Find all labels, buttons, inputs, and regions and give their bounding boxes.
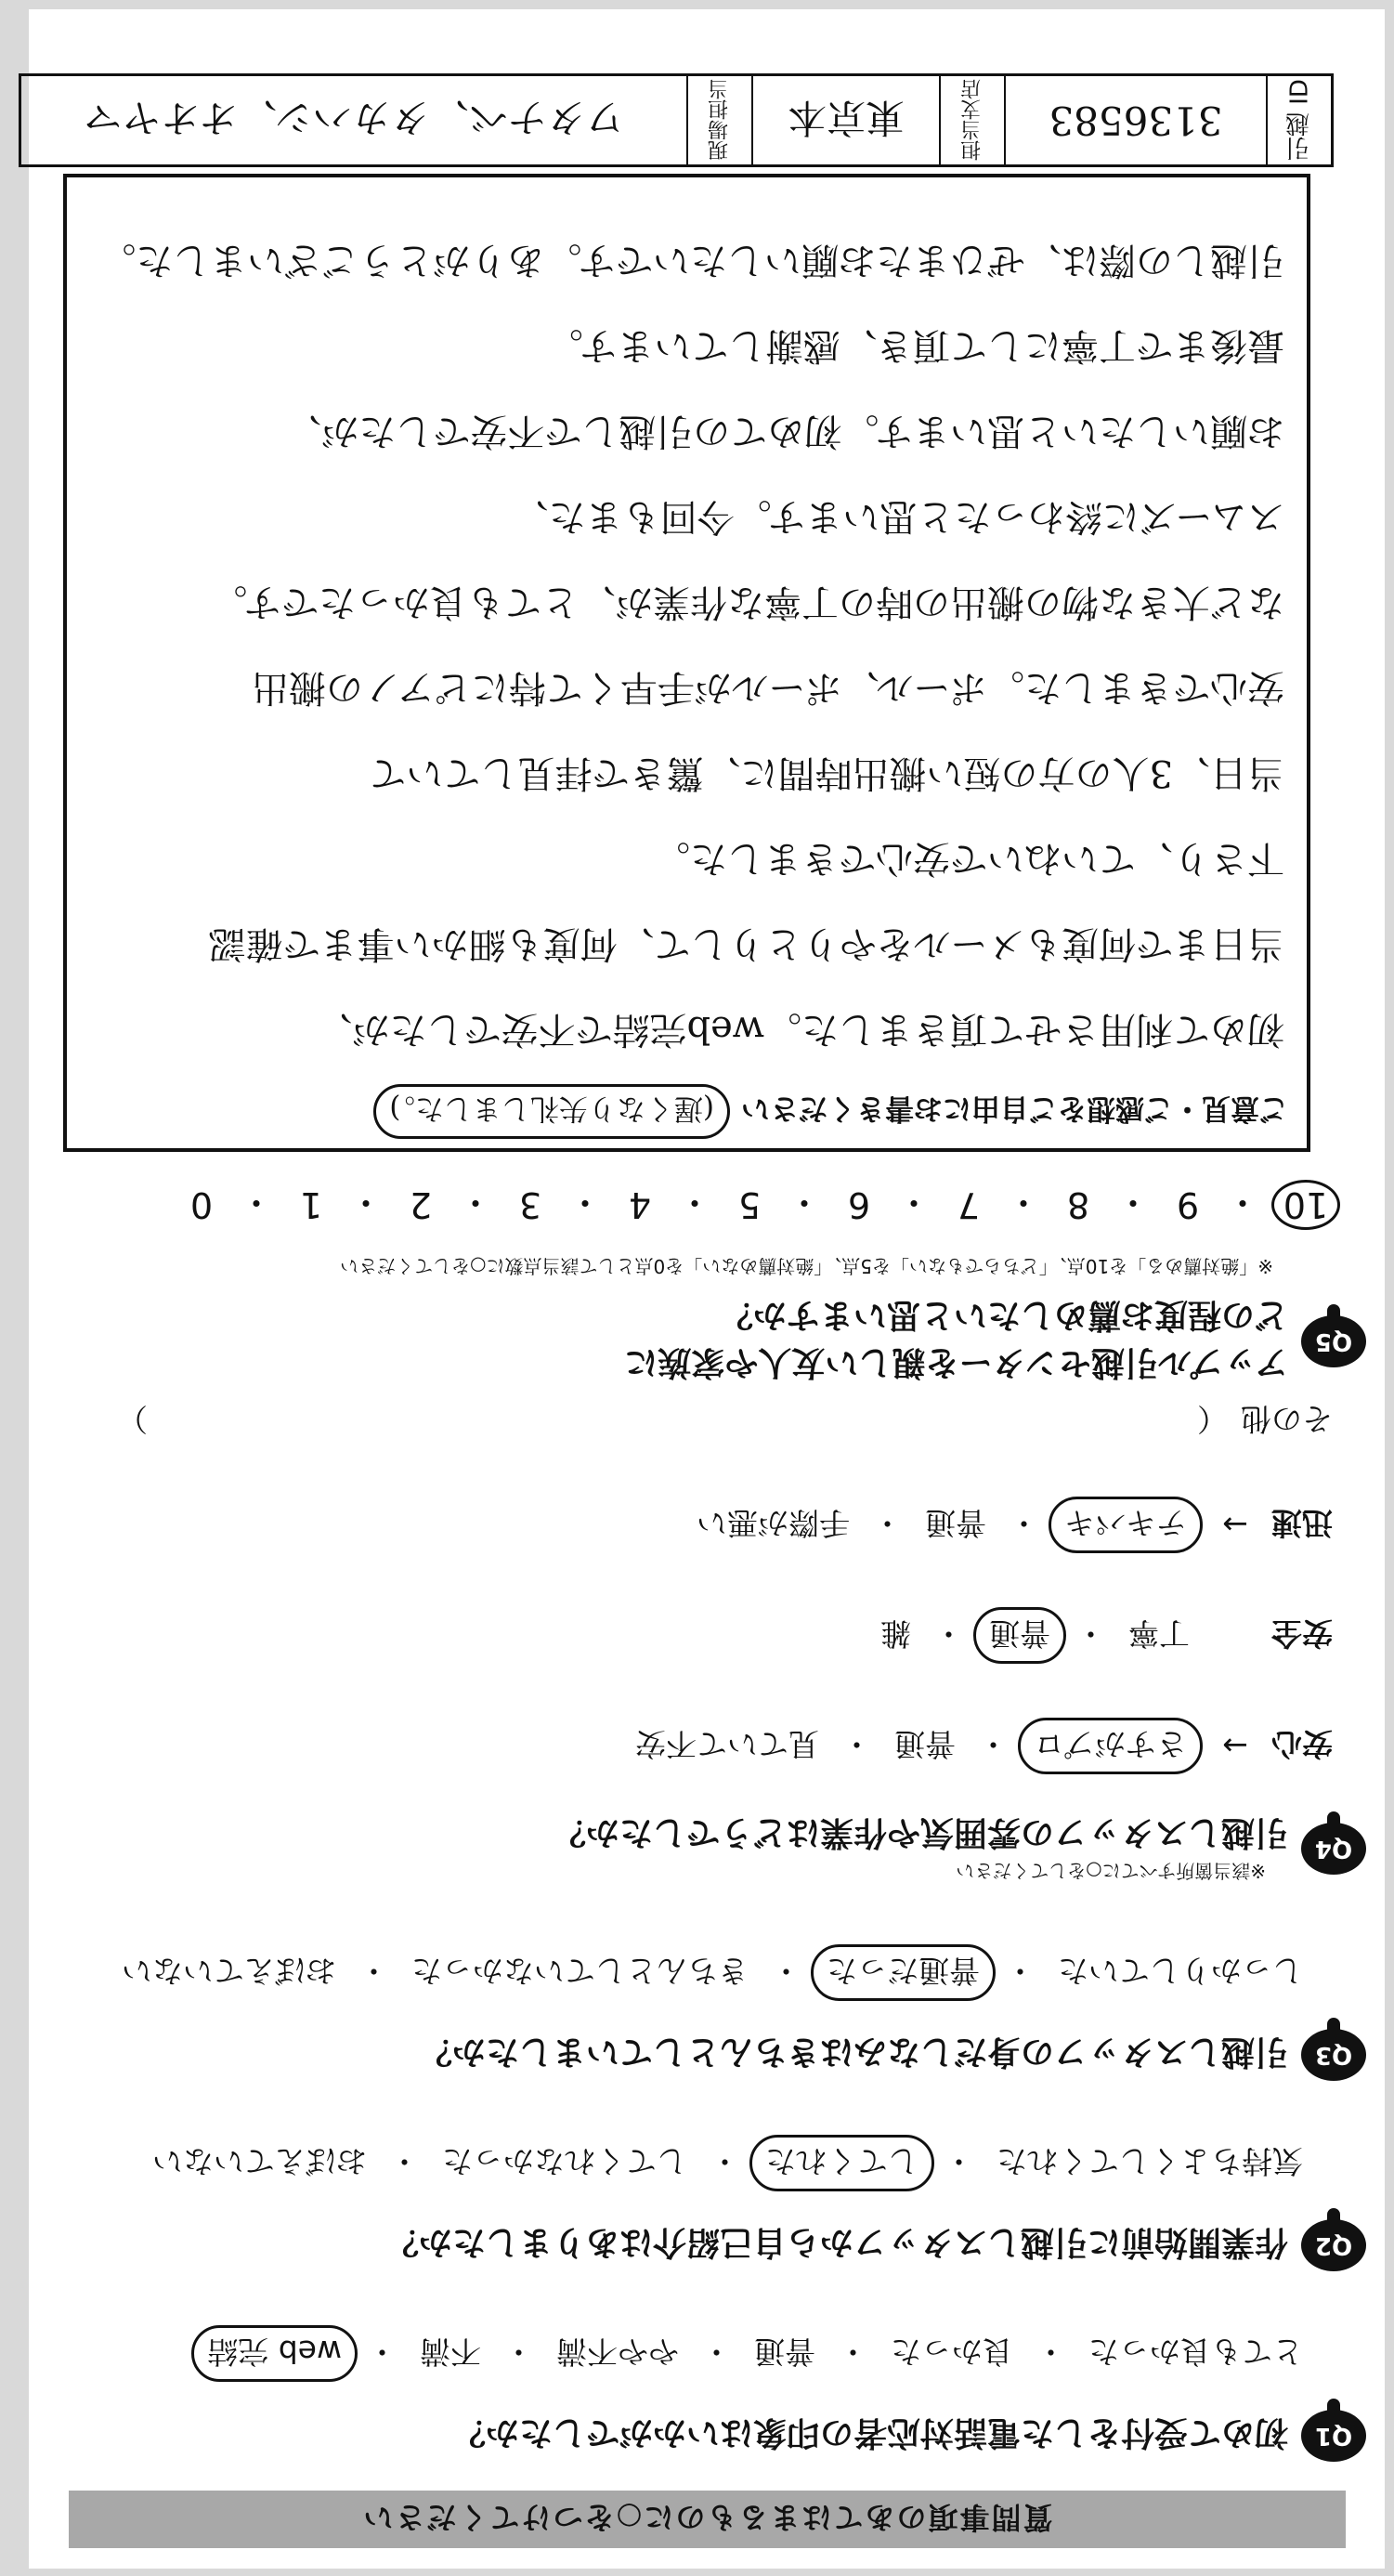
q2-badge: Q2 [1301, 2219, 1366, 2271]
score-option-selected[interactable]: 10 [1271, 1181, 1340, 1231]
id-label: 引越 ID [1266, 76, 1331, 164]
comment-line: 初めて利用させて頂きました。web完結で不安でしたが、 [315, 1008, 1284, 1051]
survey-sheet [29, 9, 1385, 2569]
id-value: 3136583 [1004, 76, 1266, 164]
q2-option-selected[interactable]: してくれた [749, 2135, 934, 2191]
q5-scale: 10 ・ 9 ・ 8 ・ 7 ・ 6 ・ 5 ・ 4 ・ 3 ・ 2 ・ 1 ・ 0 [176, 1180, 1340, 1231]
q2-text: 作業開始前に引越しスタッフから自己紹介はありましたか？ [384, 2223, 1288, 2262]
q4-option[interactable]: 手際が悪い [697, 1505, 850, 1541]
arrow-icon: → [1222, 1728, 1248, 1764]
score-option[interactable]: 3 [518, 1184, 542, 1226]
score-option[interactable]: 1 [299, 1184, 323, 1226]
q4-badge: Q4 [1301, 1823, 1366, 1875]
q5-line1: アップル引越センターを親しい友人や家族に [624, 1343, 1288, 1381]
q1-option[interactable]: 良かった [891, 2334, 1013, 2370]
q2-option[interactable]: 気持ちよくしてくれた [997, 2143, 1303, 2179]
comment-line: など大きな物の搬出の時の丁寧な作業が、とても良かったです。 [210, 581, 1284, 623]
q2-options: 気持ちよくしてくれた ・ してくれた ・ してくれなかった ・ おぼえていない [139, 2135, 1316, 2191]
q5-note: ※「絶対薦める」を10点、「どちらでもない」を5点、「絶対薦めない」を0点として該当点数に○をしてください [340, 1255, 1273, 1277]
q4-option-selected[interactable]: テキパキ [1049, 1497, 1203, 1553]
question-5 [340, 1254, 1366, 1389]
comments-box [63, 174, 1310, 1152]
score-option[interactable]: 6 [847, 1184, 871, 1226]
question-4 [117, 1399, 1366, 1886]
staff-names: ワタナベ、タカハシ、オオヤマ [83, 95, 625, 141]
q4-note: ※該当箇所すべてに○をしてください [956, 1860, 1266, 1882]
q1-option[interactable]: 普通 [754, 2334, 815, 2370]
q3-option[interactable]: しっかりしていた [1058, 1953, 1303, 1989]
q4-option[interactable]: 普通 [925, 1505, 986, 1541]
question-2 [139, 2135, 1366, 2271]
handwritten-comment[interactable] [86, 217, 1284, 1072]
q1-option[interactable]: とても良かった [1088, 2334, 1303, 2370]
comment-line: 下さり、ていねいで安心できました。 [653, 837, 1284, 880]
q4-row-other [117, 1399, 1333, 1443]
q3-option[interactable]: きちんとしていなかった [411, 1953, 749, 1989]
score-option[interactable]: 5 [737, 1184, 762, 1226]
region-label: 現場担当 [686, 76, 751, 164]
row-label: 安全 [1271, 1615, 1333, 1652]
comments-heading: ご意見・ご感想をご自由にお書きください [741, 1092, 1288, 1125]
other-paren-open: （ [1197, 1401, 1228, 1437]
q4-text: 引越しスタッフの雰囲気や作業はどうでしたか？ [552, 1813, 1288, 1851]
q3-options: しっかりしていた ・ 普通だった ・ きちんとしていなかった ・ おぼえていない [109, 1944, 1316, 2001]
q1-option-selected[interactable]: web 完結 [191, 2325, 358, 2382]
row-label: 迅速 [1271, 1505, 1333, 1541]
q2-option[interactable]: してくれなかった [442, 2143, 687, 2179]
q2-option[interactable]: おぼえていない [152, 2143, 367, 2179]
branch-label: 担当支店 [939, 76, 1004, 164]
q3-text: 引越しスタッフの身だしなみはきちんとしていましたか？ [418, 2033, 1288, 2072]
other-label: その他 [1241, 1401, 1333, 1437]
row-label: 安心 [1271, 1726, 1333, 1762]
q1-option[interactable]: 不満 [420, 2334, 481, 2370]
q4-option[interactable]: 雑 [880, 1615, 911, 1652]
q4-option[interactable]: 見ていて不安 [635, 1726, 819, 1762]
q4-option-selected[interactable]: 普通 [973, 1607, 1066, 1664]
q3-option-selected[interactable]: 普通だった [811, 1944, 996, 2001]
other-paren-close: ） [117, 1401, 148, 1437]
q5-line2: どの程度お薦めしたいと思いますか？ [719, 1296, 1288, 1334]
q1-options: とても良かった ・ 良かった ・ 普通 ・ やや不満 ・ 不満 ・ web 完結 [191, 2325, 1316, 2382]
score-option[interactable]: 0 [189, 1184, 214, 1226]
score-option[interactable]: 9 [1176, 1184, 1200, 1226]
question-1 [191, 2325, 1366, 2462]
q1-badge: Q1 [1301, 2410, 1366, 2462]
comment-line: お願いしたいと思います。初めての引越しで不安でしたが、 [284, 410, 1284, 452]
score-option[interactable]: 8 [1066, 1184, 1090, 1226]
comment-line: スムーズに終わったと思います。今回もまた、 [511, 495, 1284, 538]
q1-option[interactable]: やや不満 [556, 2334, 679, 2370]
q4-row-anzen: 安全 丁寧 ・ 普通 ・ 雑 [117, 1607, 1333, 1664]
q4-option-selected[interactable]: さすがプロ [1018, 1718, 1203, 1774]
branch-value: 東京本 [751, 76, 939, 164]
comment-line: 引越しの際は、ぜひまたお願いしたいです。ありがとうございました。 [98, 239, 1284, 281]
question-3 [109, 1944, 1366, 2081]
comment-line: 当日まで何度もメールをやりとりして、何度も細かい事まで確認 [208, 922, 1284, 965]
q4-row-anshin: 安心 → さすがプロ ・ 普通 ・ 見ていて不安 [117, 1718, 1333, 1774]
comment-line: 当日、3人の方の短い搬出時間に、驚きで拝見していて [369, 752, 1284, 794]
info-table [19, 73, 1334, 167]
q4-option[interactable]: 普通 [894, 1726, 956, 1762]
score-option[interactable]: 7 [957, 1184, 981, 1226]
comment-line: 安心できました。ポール、ポールが手早くて特にピアノの搬出 [252, 666, 1284, 709]
q5-badge: Q5 [1301, 1315, 1366, 1367]
instruction-banner: 質問事項のあてはまるものに○をつけてください [69, 2491, 1346, 2548]
score-option[interactable]: 2 [409, 1184, 433, 1226]
q4-option[interactable]: 丁寧 [1128, 1615, 1190, 1652]
q1-text: 初めて受付をした電話対応者の印象はいかがでしたか？ [451, 2413, 1288, 2452]
arrow-icon: → [1222, 1507, 1248, 1543]
q3-badge: Q3 [1301, 2029, 1366, 2081]
q3-option[interactable]: おぼえていない [122, 1953, 336, 1989]
handwritten-apology: (遅くなり失礼しました。) [373, 1084, 730, 1139]
q4-row-jinsoku: 迅速 → テキパキ ・ 普通 ・ 手際が悪い [117, 1497, 1333, 1553]
score-option[interactable]: 4 [628, 1184, 652, 1226]
comment-line: 最後まで丁寧にして頂き、感謝しています。 [545, 324, 1284, 367]
